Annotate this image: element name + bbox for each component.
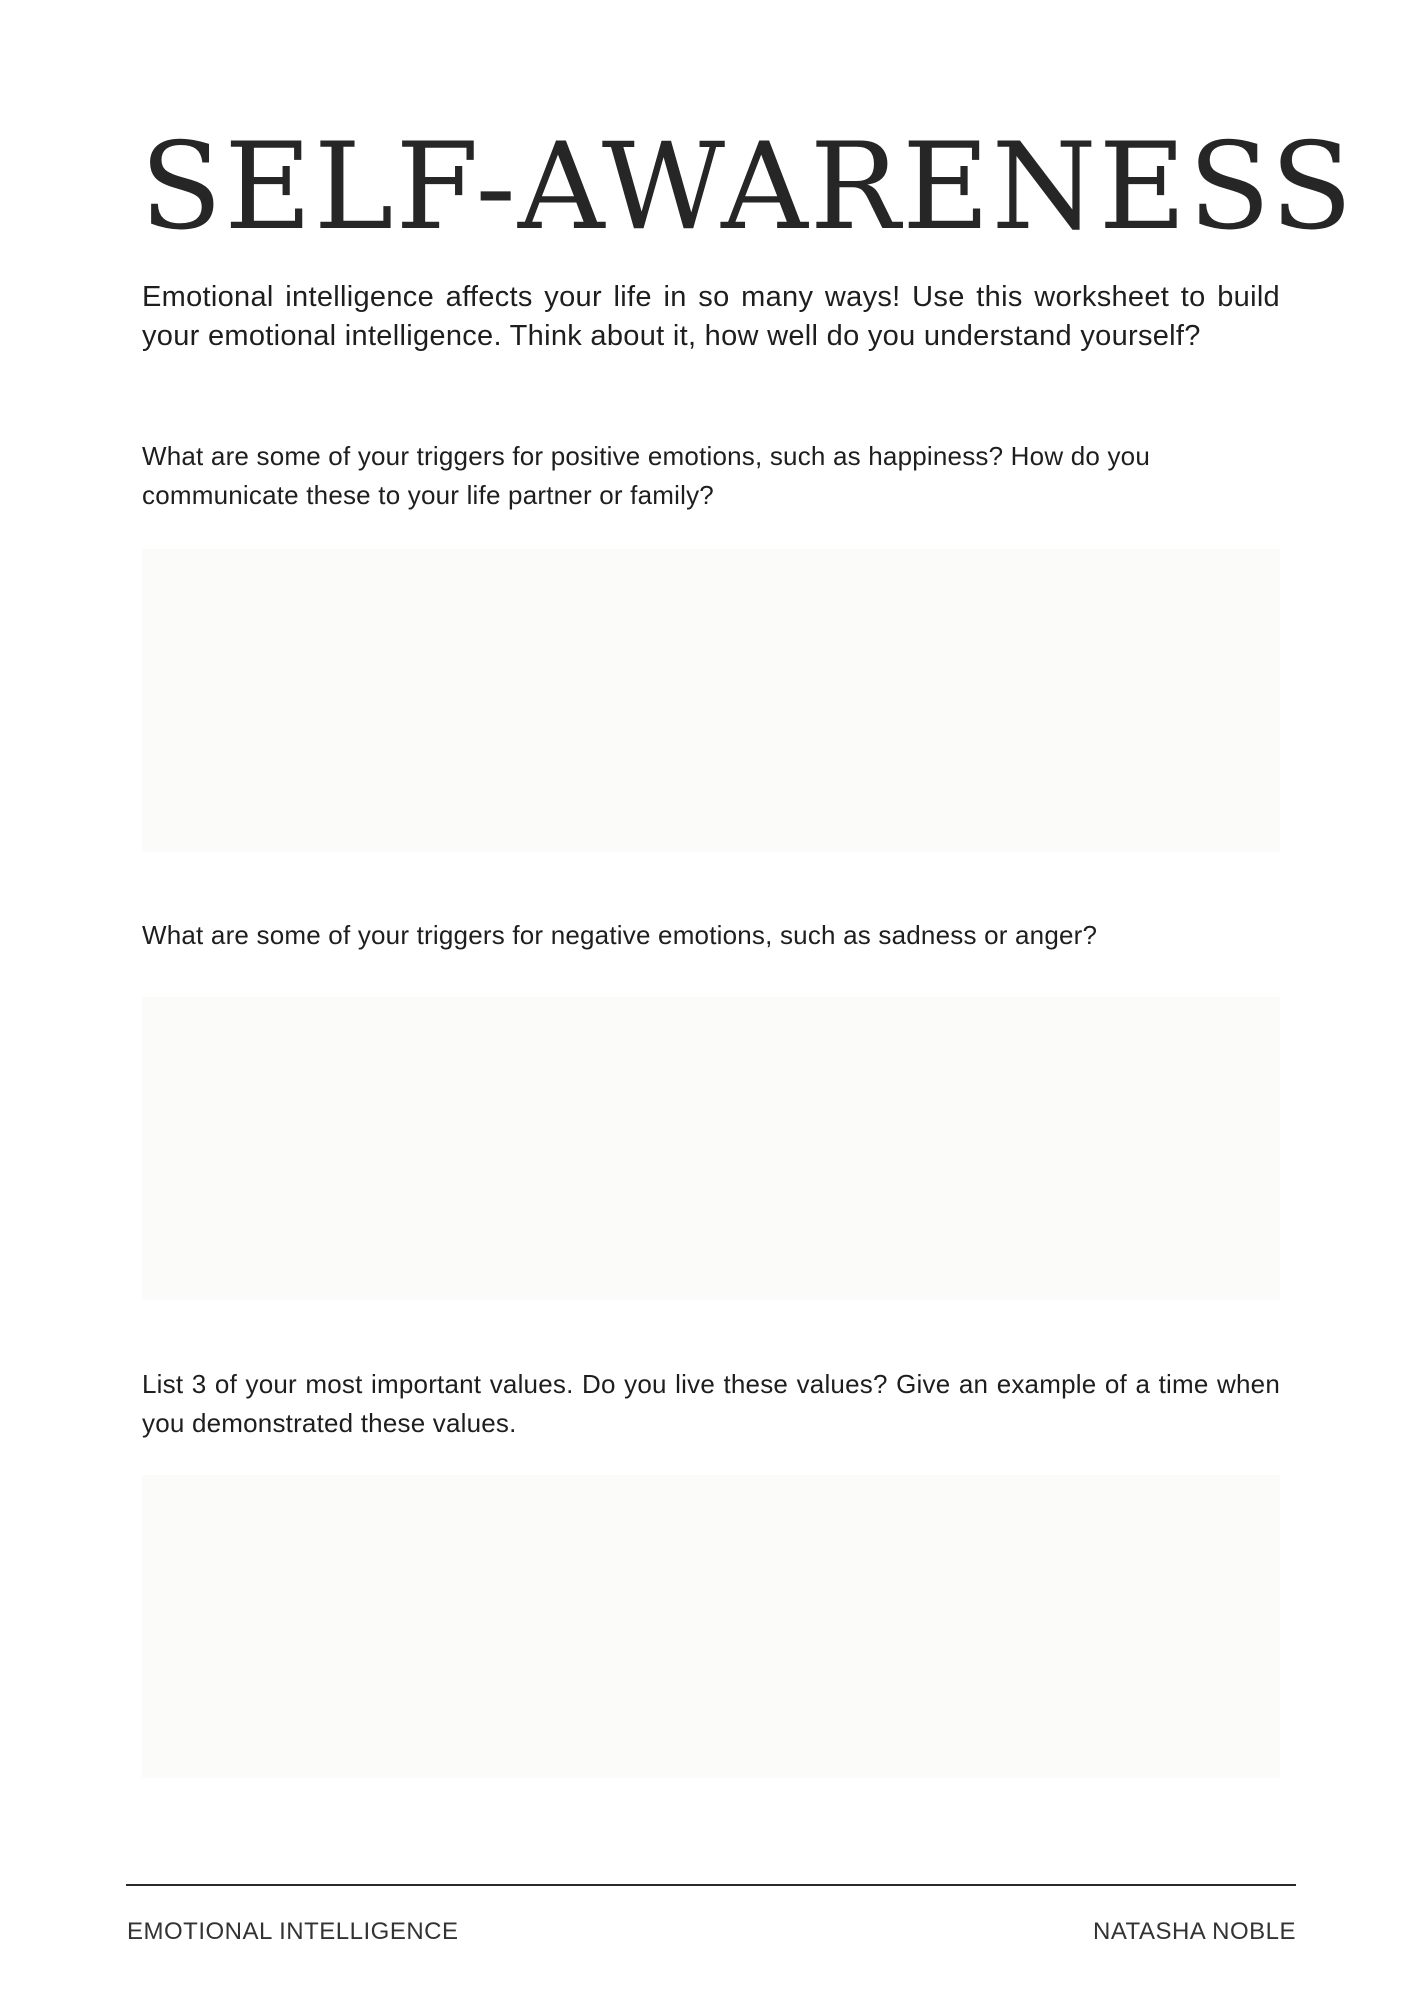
question-3-answer-box[interactable] xyxy=(142,1475,1280,1778)
question-2-answer-box[interactable] xyxy=(142,997,1280,1300)
question-2-prompt: What are some of your triggers for negative emotions, such as sadness or anger? xyxy=(142,920,1098,950)
footer-divider xyxy=(126,1884,1296,1886)
question-3-prompt: List 3 of your most important values. Do you live these values? Give an example of a time when you demonstrated these values. xyxy=(142,1369,1280,1438)
intro-paragraph: Emotional intelligence affects your life in so many ways! Use this worksheet to build your emotional intelligence. Think about it, how well do you understand yourself? xyxy=(142,281,1280,352)
page-title: SELF-AWARENESS xyxy=(140,118,1355,257)
question-1-answer-box[interactable] xyxy=(142,549,1280,852)
footer-series-title: EMOTIONAL INTELLIGENCE xyxy=(127,1918,459,1945)
footer-author-name: NATASHA NOBLE xyxy=(1093,1918,1296,1945)
question-1-prompt: What are some of your triggers for positive emotions, such as happiness? How do you communicate these to your life partner or family? xyxy=(142,441,1150,510)
